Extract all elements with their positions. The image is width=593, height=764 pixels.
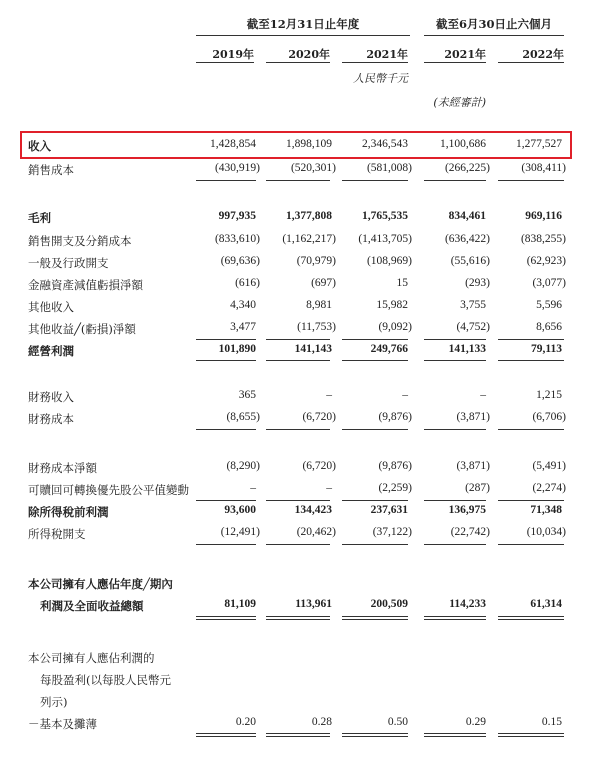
- row-value: 200,509: [370, 598, 408, 610]
- header-group-year-ended: 截至12月31日止年度: [196, 16, 410, 36]
- row-label-revenue: 收入: [28, 139, 51, 153]
- row-value: (70,979): [296, 255, 336, 267]
- row-value: –: [480, 389, 486, 401]
- row-value: 61,314: [530, 598, 562, 610]
- row-value: (293): [465, 277, 490, 289]
- row-value: (6,720): [302, 411, 336, 423]
- row-value: (5,491): [532, 460, 566, 472]
- row-value: 15,982: [376, 299, 408, 311]
- double-underline: [342, 616, 408, 620]
- row-value: (2,259): [378, 482, 412, 494]
- row-value: (8,655): [226, 411, 260, 423]
- row-label-profit-before-tax: 除所得稅前利潤: [28, 505, 109, 519]
- underline: [196, 500, 256, 501]
- underline: [342, 429, 408, 430]
- double-underline: [196, 616, 256, 620]
- row-label-impairment-losses: 金融資產減值虧損淨額: [28, 278, 143, 292]
- underline: [424, 544, 486, 545]
- underline: [424, 500, 486, 501]
- unaudited-label: (未經審計): [433, 96, 486, 109]
- underline: [266, 180, 330, 181]
- year-header: 2019年: [196, 46, 254, 63]
- row-label-basic-diluted: －基本及攤薄: [28, 717, 97, 731]
- row-label-eps-line3: 列示): [40, 695, 68, 709]
- underline: [196, 544, 256, 545]
- double-underline: [342, 733, 408, 737]
- row-value: 0.15: [541, 716, 562, 728]
- underline: [196, 180, 256, 181]
- double-underline: [266, 733, 330, 737]
- underline: [498, 544, 564, 545]
- row-label-attributable-profit-line2: 利潤及全面收益總額: [40, 599, 144, 613]
- row-value: 8,981: [306, 299, 332, 311]
- row-value: (108,969): [366, 255, 412, 267]
- row-value: (6,706): [532, 411, 566, 423]
- double-underline: [196, 733, 256, 737]
- row-value: 0.29: [465, 716, 486, 728]
- underline: [498, 500, 564, 501]
- row-value: (22,742): [450, 526, 490, 538]
- row-label-admin-expenses: 一般及行政開支: [28, 256, 109, 270]
- underline: [266, 429, 330, 430]
- row-value: 1,277,527: [516, 138, 562, 150]
- row-value: 114,233: [449, 598, 486, 610]
- row-value: (838,255): [520, 233, 566, 245]
- row-value: 834,461: [448, 210, 486, 222]
- underline: [196, 429, 256, 430]
- row-value: (3,871): [456, 411, 490, 423]
- row-value: 0.20: [235, 716, 256, 728]
- row-value: 249,766: [370, 343, 408, 355]
- row-value: (636,422): [444, 233, 490, 245]
- row-value: 4,340: [230, 299, 256, 311]
- row-value: (616): [235, 277, 260, 289]
- row-value: (10,034): [526, 526, 566, 538]
- row-value: 71,348: [530, 504, 562, 516]
- row-value: (37,122): [372, 526, 412, 538]
- row-value: (1,162,217): [282, 233, 336, 245]
- row-value: (2,274): [532, 482, 566, 494]
- row-value: 969,116: [525, 210, 562, 222]
- row-label-other-income: 其他收入: [28, 300, 74, 314]
- row-value: (520,301): [290, 162, 336, 174]
- row-value: (697): [311, 277, 336, 289]
- row-value: 134,423: [294, 504, 332, 516]
- underline: [498, 180, 564, 181]
- underline: [196, 360, 256, 361]
- row-value: (581,008): [366, 162, 412, 174]
- row-value: (308,411): [521, 162, 566, 174]
- row-value: (55,616): [450, 255, 490, 267]
- row-value: (12,491): [220, 526, 260, 538]
- underline: [424, 429, 486, 430]
- row-label-other-gains: 其他收益╱(虧損)淨額: [28, 322, 136, 336]
- row-value: 81,109: [224, 598, 256, 610]
- row-value: (430,919): [214, 162, 260, 174]
- row-value: (9,876): [378, 460, 412, 472]
- underline: [266, 360, 330, 361]
- row-value: 136,975: [448, 504, 486, 516]
- row-value: 141,143: [294, 343, 332, 355]
- row-label-finance-income: 財務收入: [28, 390, 74, 404]
- row-value: 1,100,686: [440, 138, 486, 150]
- row-label-net-finance-costs: 財務成本淨額: [28, 461, 97, 475]
- row-value: (1,413,705): [358, 233, 412, 245]
- row-label-eps-line1: 本公司擁有人應佔利潤的: [28, 651, 155, 665]
- row-value: (287): [465, 482, 490, 494]
- row-value: 79,113: [531, 343, 562, 355]
- underline: [342, 500, 408, 501]
- underline: [424, 360, 486, 361]
- double-underline: [424, 733, 486, 737]
- row-value: 3,477: [230, 321, 256, 333]
- underline: [424, 180, 486, 181]
- row-label-gross-profit: 毛利: [28, 211, 51, 225]
- year-header: 2021年: [424, 46, 486, 63]
- underline: [266, 544, 330, 545]
- underline: [342, 360, 408, 361]
- row-value: (9,092): [378, 321, 412, 333]
- row-value: –: [402, 389, 408, 401]
- row-value: –: [326, 482, 332, 494]
- underline: [342, 544, 408, 545]
- row-label-cost-of-sales: 銷售成本: [28, 163, 74, 177]
- row-value: (9,876): [378, 411, 412, 423]
- row-value: 101,890: [218, 343, 256, 355]
- row-value: (8,290): [226, 460, 260, 472]
- row-value: (3,871): [456, 460, 490, 472]
- underline: [196, 339, 256, 340]
- header-group-six-months: 截至6月30日止六個月: [424, 16, 564, 36]
- underline: [498, 360, 564, 361]
- underline: [424, 339, 486, 340]
- row-value: 1,428,854: [210, 138, 256, 150]
- underline: [498, 429, 564, 430]
- row-label-eps-line2: 每股盈利(以每股人民幣元: [40, 673, 171, 687]
- row-value: (266,225): [444, 162, 490, 174]
- double-underline: [498, 616, 564, 620]
- row-value: (4,752): [456, 321, 490, 333]
- unit-label: 人民幣千元: [353, 72, 408, 85]
- row-label-selling-expenses: 銷售開支及分銷成本: [28, 234, 132, 248]
- underline: [266, 500, 330, 501]
- double-underline: [266, 616, 330, 620]
- row-value: (833,610): [214, 233, 260, 245]
- row-value: 141,133: [448, 343, 486, 355]
- row-value: 0.28: [311, 716, 332, 728]
- row-label-fair-value-changes: 可贖回可轉換優先股公平值變動: [28, 483, 189, 497]
- row-value: 1,898,109: [286, 138, 332, 150]
- row-value: 997,935: [218, 210, 256, 222]
- year-header: 2021年: [342, 46, 408, 63]
- underline: [342, 339, 408, 340]
- underline: [342, 180, 408, 181]
- year-header: 2022年: [498, 46, 564, 63]
- row-value: 1,215: [536, 389, 562, 401]
- row-value: 365: [238, 389, 256, 401]
- row-value: 93,600: [224, 504, 256, 516]
- row-value: (20,462): [296, 526, 336, 538]
- row-value: 8,656: [536, 321, 562, 333]
- row-value: 5,596: [536, 299, 562, 311]
- row-value: 3,755: [460, 299, 486, 311]
- year-header: 2020年: [266, 46, 330, 63]
- row-value: –: [326, 389, 332, 401]
- row-value: (6,720): [302, 460, 336, 472]
- row-value: (11,753): [297, 321, 336, 333]
- row-value: 113,961: [295, 598, 332, 610]
- double-underline: [498, 733, 564, 737]
- row-label-income-tax: 所得稅開支: [28, 527, 86, 541]
- row-label-operating-profit: 經營利潤: [28, 344, 74, 358]
- double-underline: [424, 616, 486, 620]
- row-value: (3,077): [532, 277, 566, 289]
- row-value: 2,346,543: [362, 138, 408, 150]
- row-value: 15: [396, 277, 408, 289]
- row-value: 1,765,535: [362, 210, 408, 222]
- row-value: 237,631: [370, 504, 408, 516]
- row-value: –: [250, 482, 256, 494]
- underline: [266, 339, 330, 340]
- row-label-attributable-profit-line1: 本公司擁有人應佔年度╱期內: [28, 577, 173, 591]
- row-value: (69,636): [220, 255, 260, 267]
- row-value: 1,377,808: [286, 210, 332, 222]
- row-value: (62,923): [526, 255, 566, 267]
- row-value: 0.50: [387, 716, 408, 728]
- row-label-finance-costs: 財務成本: [28, 412, 74, 426]
- underline: [498, 339, 564, 340]
